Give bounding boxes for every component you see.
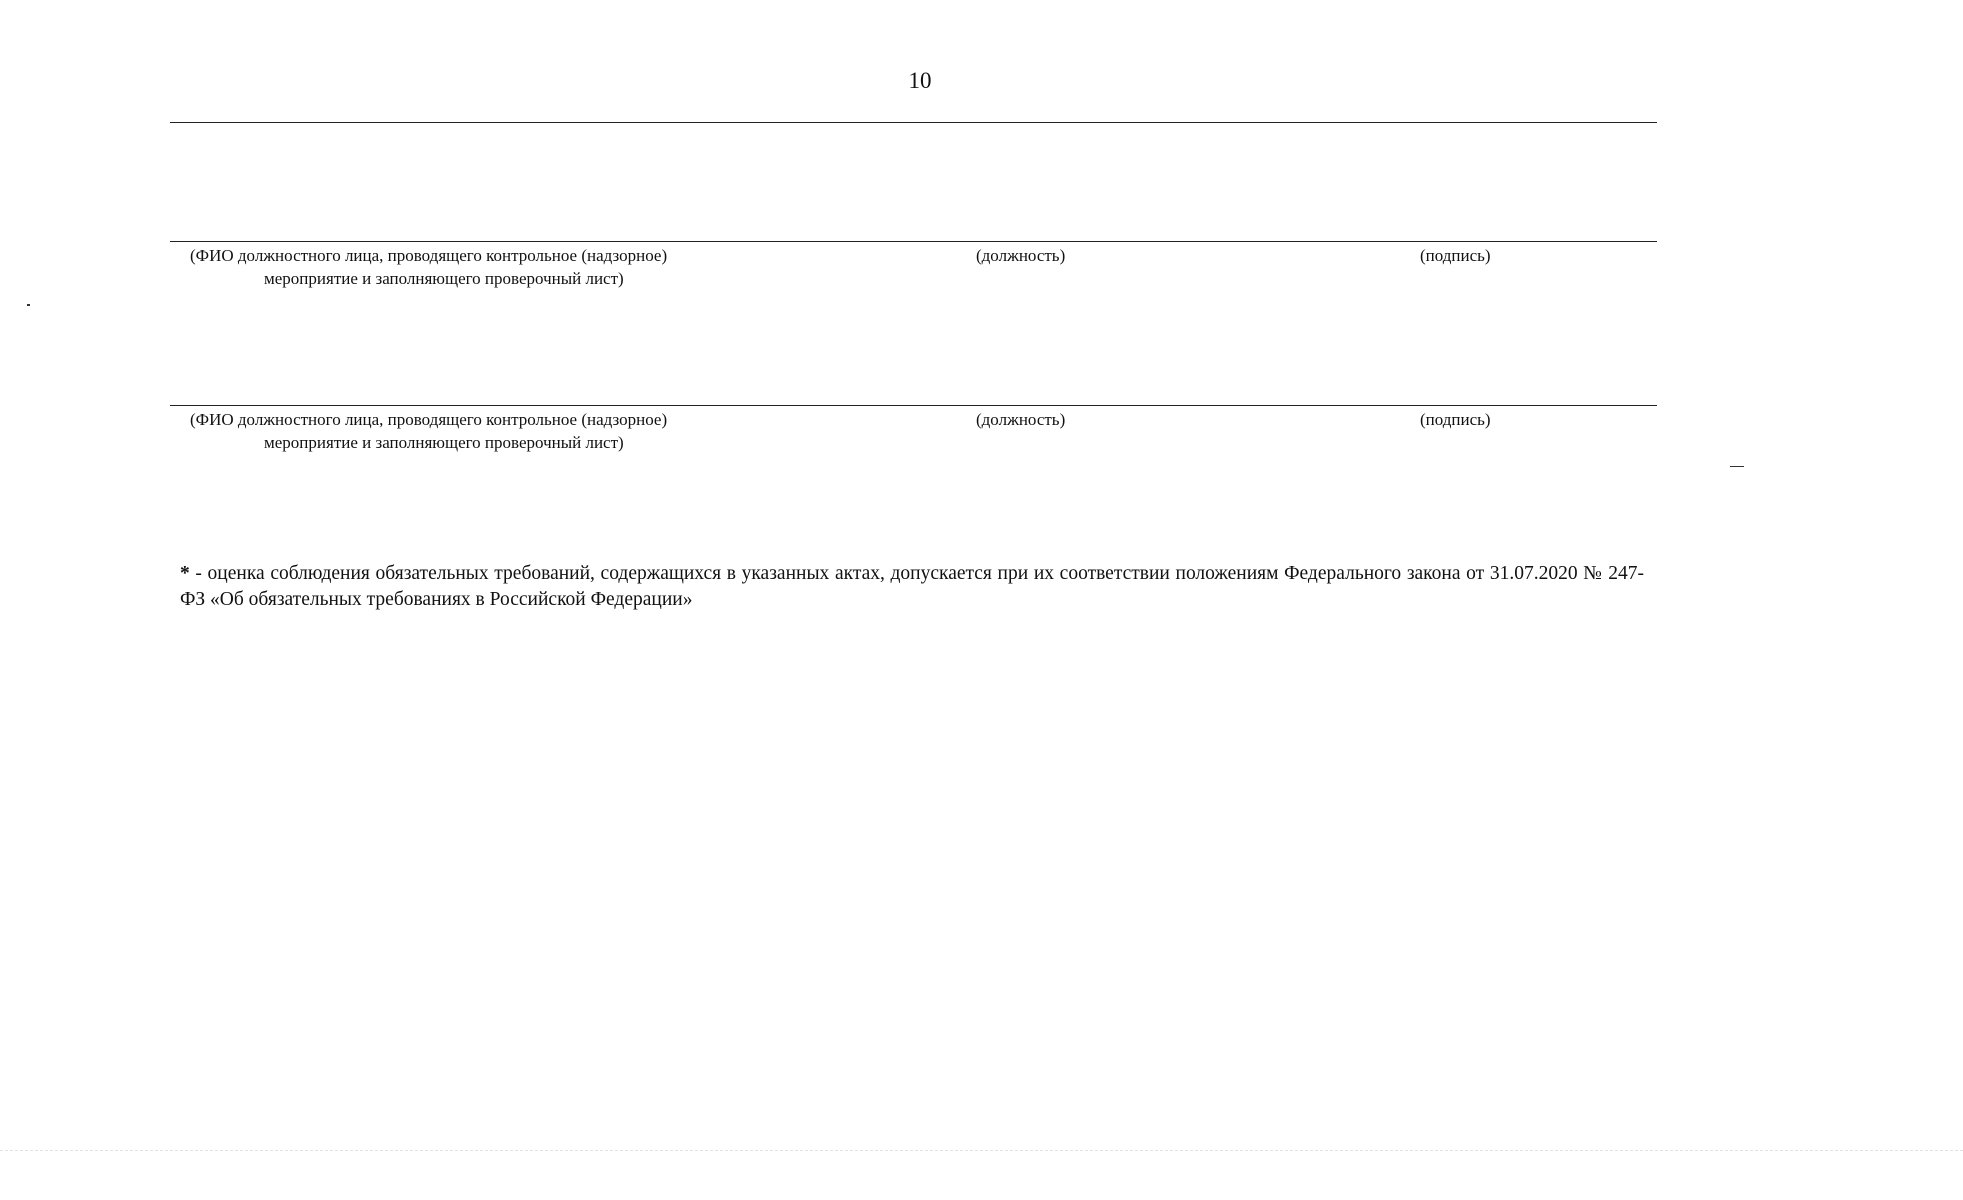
position-caption-2: (должность) <box>976 410 1066 429</box>
fio-caption-line: мероприятие и заполняющего проверочный лист) <box>264 433 624 452</box>
signature-caption-1: (подпись) <box>1420 246 1491 265</box>
fio-caption-line: мероприятие и заполняющего проверочный лист) <box>264 269 624 288</box>
fio-caption-line: (ФИО должностного лица, проводящего контрольное (надзорное) <box>190 410 668 429</box>
footnote <box>180 561 1644 613</box>
fio-caption-2 <box>190 408 782 454</box>
signature-line-2 <box>170 405 1657 406</box>
position-caption-1: (должность) <box>976 246 1066 265</box>
scan-mark <box>27 304 30 306</box>
scan-edge <box>0 1150 1963 1151</box>
signature-caption-2: (подпись) <box>1420 410 1491 429</box>
header-rule <box>170 122 1657 123</box>
signature-line-1 <box>170 241 1657 242</box>
fio-caption-1 <box>190 244 782 290</box>
footnote-marker: * <box>180 563 190 584</box>
footnote-text: - оценка соблюдения обязательных требований, содержащихся в указанных актах, допускается при их соответствии положениям Федерального закона от 31.07.2020 № 247-ФЗ «Об обязательных требованиях в Российской Федерации» <box>180 563 1644 610</box>
page-number: 10 <box>908 68 932 93</box>
scan-mark <box>1730 466 1744 467</box>
fio-caption-line: (ФИО должностного лица, проводящего контрольное (надзорное) <box>190 246 668 265</box>
